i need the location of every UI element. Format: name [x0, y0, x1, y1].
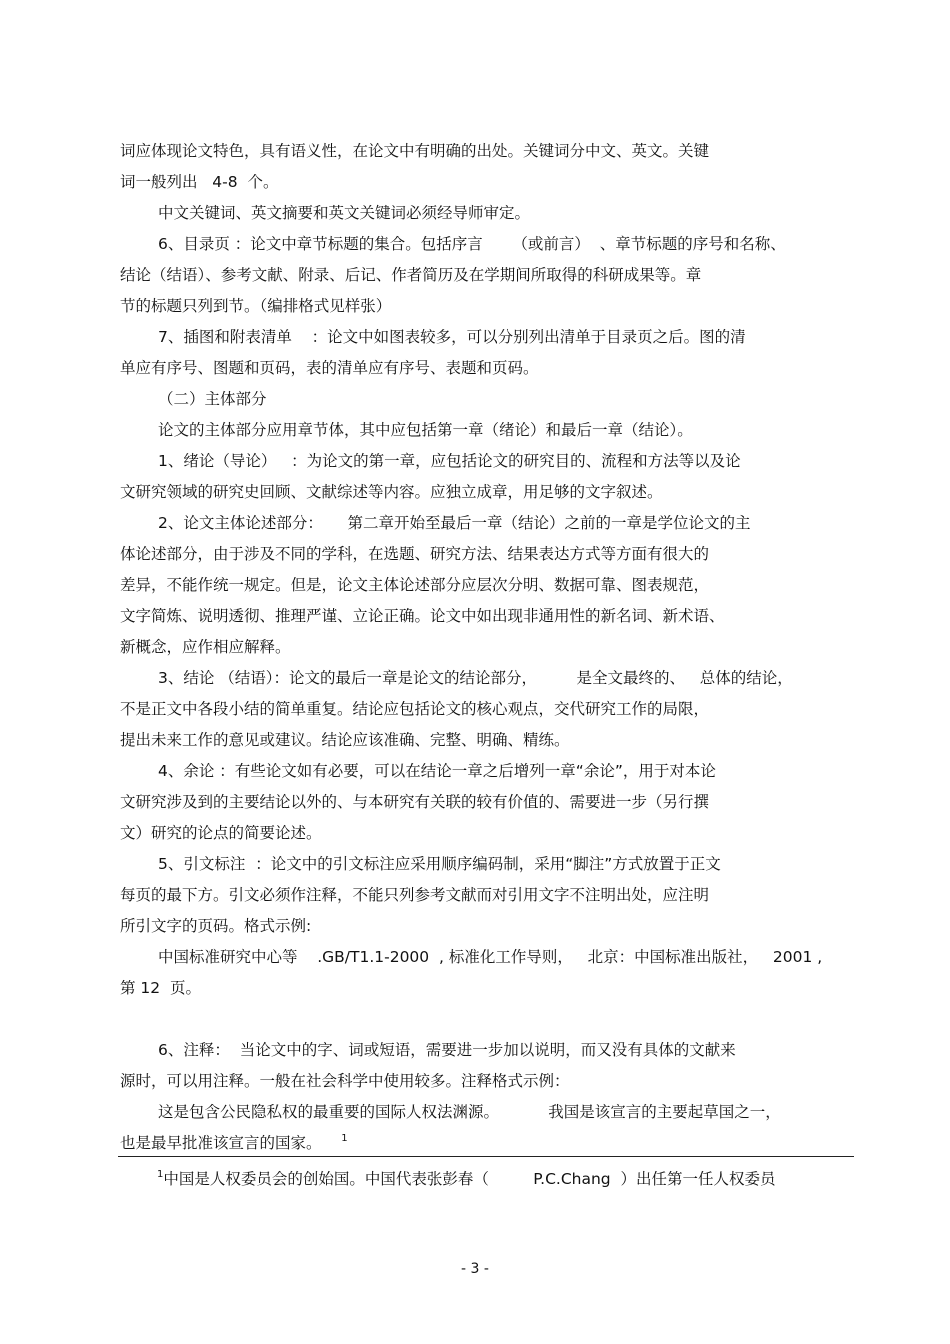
annotation-example-line-1: 这是包含公民隐私权的最重要的国际人权法渊源。 我国是该宣言的主要起草国之一，: [158, 1103, 781, 1121]
body-line-26: 所引文字的页码。格式示例:: [120, 917, 312, 935]
footnote-reference: 1: [341, 1133, 348, 1144]
body-line-18: 3、结论 （结语）：论文的最后一章是论文的结论部分， 是全文最终的、 总体的结论，: [158, 669, 793, 687]
body-line-29: 6、注释： 当论文中的字、词或短语，需要进一步加以说明，而又没有具体的文献来: [158, 1041, 736, 1059]
body-line-25: 每页的最下方。引文必须作注释，不能只列参考文献而对引用文字不注明出处，应注明: [120, 886, 710, 904]
section-heading: （二）主体部分: [158, 390, 267, 408]
footnote-text: 中国是人权委员会的创始国。中国代表张彭春（ P.C.Chang ）出任第一任人权委员: [163, 1170, 776, 1188]
body-line-30: 源时，可以用注释。一般在社会科学中使用较多。注释格式示例：: [120, 1072, 570, 1090]
body-line-11: 1、绪论（导论） ：为论文的第一章，应包括论文的研究目的、流程和方法等以及论: [158, 452, 741, 470]
annotation-example-text: 也是最早批准该宣言的国家。: [120, 1134, 322, 1152]
citation-example-line-1: 中国标准研究中心等 .GB/T1.1-2000 , 标准化工作导则， 北京：中国标准出版社， 2001 ,: [158, 948, 823, 966]
body-line-1: 词应体现论文特色，具有语义性，在论文中有明确的出处。关键词分中文、英文。关键: [120, 142, 710, 160]
body-line-19: 不是正文中各段小结的简单重复。结论应包括论文的核心观点，交代研究工作的局限，: [120, 700, 710, 718]
body-line-24: 5、引文标注 ：论文中的引文标注应采用顺序编码制，采用“脚注”方式放置于正文: [158, 855, 721, 873]
body-line-5: 结论（结语）、参考文献、附录、后记、作者简历及在学期间所取得的科研成果等。章: [120, 266, 702, 284]
body-line-13: 2、论文主体论述部分： 第二章开始至最后一章（结论）之前的一章是学位论文的主: [158, 514, 751, 532]
body-line-12: 文研究领域的研究史回顾、文献综述等内容。应独立成章，用足够的文字叙述。: [120, 483, 663, 501]
annotation-example-line-2: [120, 1133, 348, 1153]
footnote-separator: [118, 1156, 854, 1157]
body-line-17: 新概念，应作相应解释。: [120, 638, 291, 656]
footnote-marker: 1: [157, 1169, 164, 1180]
body-line-15: 差异，不能作统一规定。但是，论文主体论述部分应层次分明、数据可靠、图表规范，: [120, 576, 710, 594]
page-number: - 3 -: [461, 1261, 489, 1277]
footnote: [157, 1169, 776, 1189]
body-line-22: 文研究涉及到的主要结论以外的、与本研究有关联的较有价值的、需要进一步（另行撰: [120, 793, 710, 811]
citation-example-line-2: 第 12 页。: [120, 979, 202, 997]
body-line-23: 文）研究的论点的简要论述。: [120, 824, 322, 842]
body-line-14: 体论述部分，由于涉及不同的学科，在选题、研究方法、结果表达方式等方面有很大的: [120, 545, 710, 563]
body-line-10: 论文的主体部分应用章节体，其中应包括第一章（绪论）和最后一章（结论）。: [158, 421, 693, 439]
body-line-16: 文字简炼、说明透彻、推理严谨、立论正确。论文中如出现非通用性的新名词、新术语、: [120, 607, 725, 625]
body-line-21: 4、余论 ：有些论文如有必要，可以在结论一章之后增列一章“余论”，用于对本论: [158, 762, 716, 780]
body-line-7: 7、插图和附表清单 ：论文中如图表较多，可以分别列出清单于目录页之后。图的清: [158, 328, 746, 346]
body-line-3: 中文关键词、英文摘要和英文关键词必须经导师审定。: [158, 204, 531, 222]
body-line-6: 节的标题只列到节。（编排格式见样张）: [120, 297, 392, 315]
body-line-4: 6、目录页 ：论文中章节标题的集合。包括序言 （或前言） 、章节标题的序号和名称、: [158, 235, 786, 253]
body-line-2: 词一般列出 4-8 个。: [120, 173, 279, 191]
body-line-8: 单应有序号、图题和页码，表的清单应有序号、表题和页码。: [120, 359, 539, 377]
body-line-20: 提出未来工作的意见或建议。结论应该准确、完整、明确、精练。: [120, 731, 570, 749]
